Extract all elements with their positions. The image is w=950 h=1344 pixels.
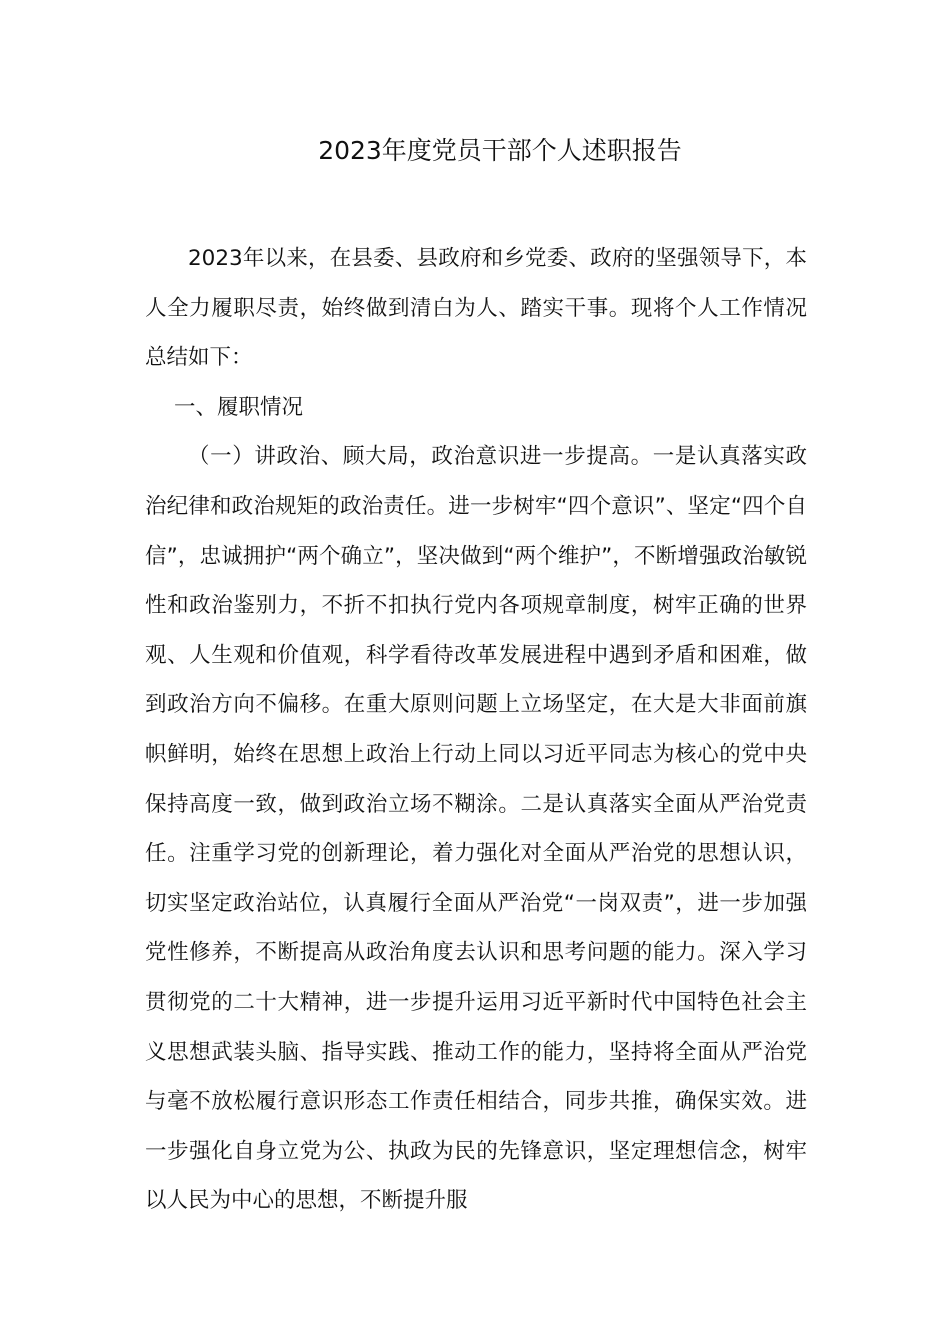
intro-paragraph: 2023年以来，在县委、县政府和乡党委、政府的坚强领导下，本人全力履职尽责，始终做到清白为人、踏实干事。现将个人工作情况总结如下： bbox=[145, 246, 807, 371]
document-body bbox=[145, 234, 807, 1226]
section-paragraph: （一）讲政治、顾大局，政治意识进一步提高。一是认真落实政治纪律和政治规矩的政治责任。进一步树牢“四个意识”、坚定“四个自信”，忠诚拥护“两个确立”，坚决做到“两个维护”，不断增强政治敏锐性和政治鉴别力，不折不扣执行党内各项规章制度，树牢正确的世界观、人生观和价值观，科学看待改革发展进程中遇到矛盾和困难，做到政治方向不偏移。在重大原则问题上立场坚定，在大是大非面前旗帜鲜明，始终在思想上政治上行动上同以习近平同志为核心的党中央保持高度一致，做到政治立场不糊涂。二是认真落实全面从严治党责任。注重学习党的创新理论，着力强化对全面从严治党的思想认识，切实坚定政治站位，认真履行全面从严治党“一岗双责”，进一步加强党性修养，不断提高从政治角度去认识和思考问题的能力。深入学习贯彻党的二十大精神，进一步提升运用习近平新时代中国特色社会主义思想武装头脑、指导实践、推动工作的能力，坚持将全面从严治党与毫不放松履行意识形态工作责任相结合，同步共推，确保实效。进一步强化自身立党为公、执政为民的先锋意识，坚定理想信念，树牢以人民为中心的思想，不断提升服 bbox=[145, 444, 807, 1214]
section-heading: 一、履职情况 bbox=[174, 394, 304, 420]
document-title: 2023年度党员干部个人述职报告 bbox=[318, 136, 682, 165]
